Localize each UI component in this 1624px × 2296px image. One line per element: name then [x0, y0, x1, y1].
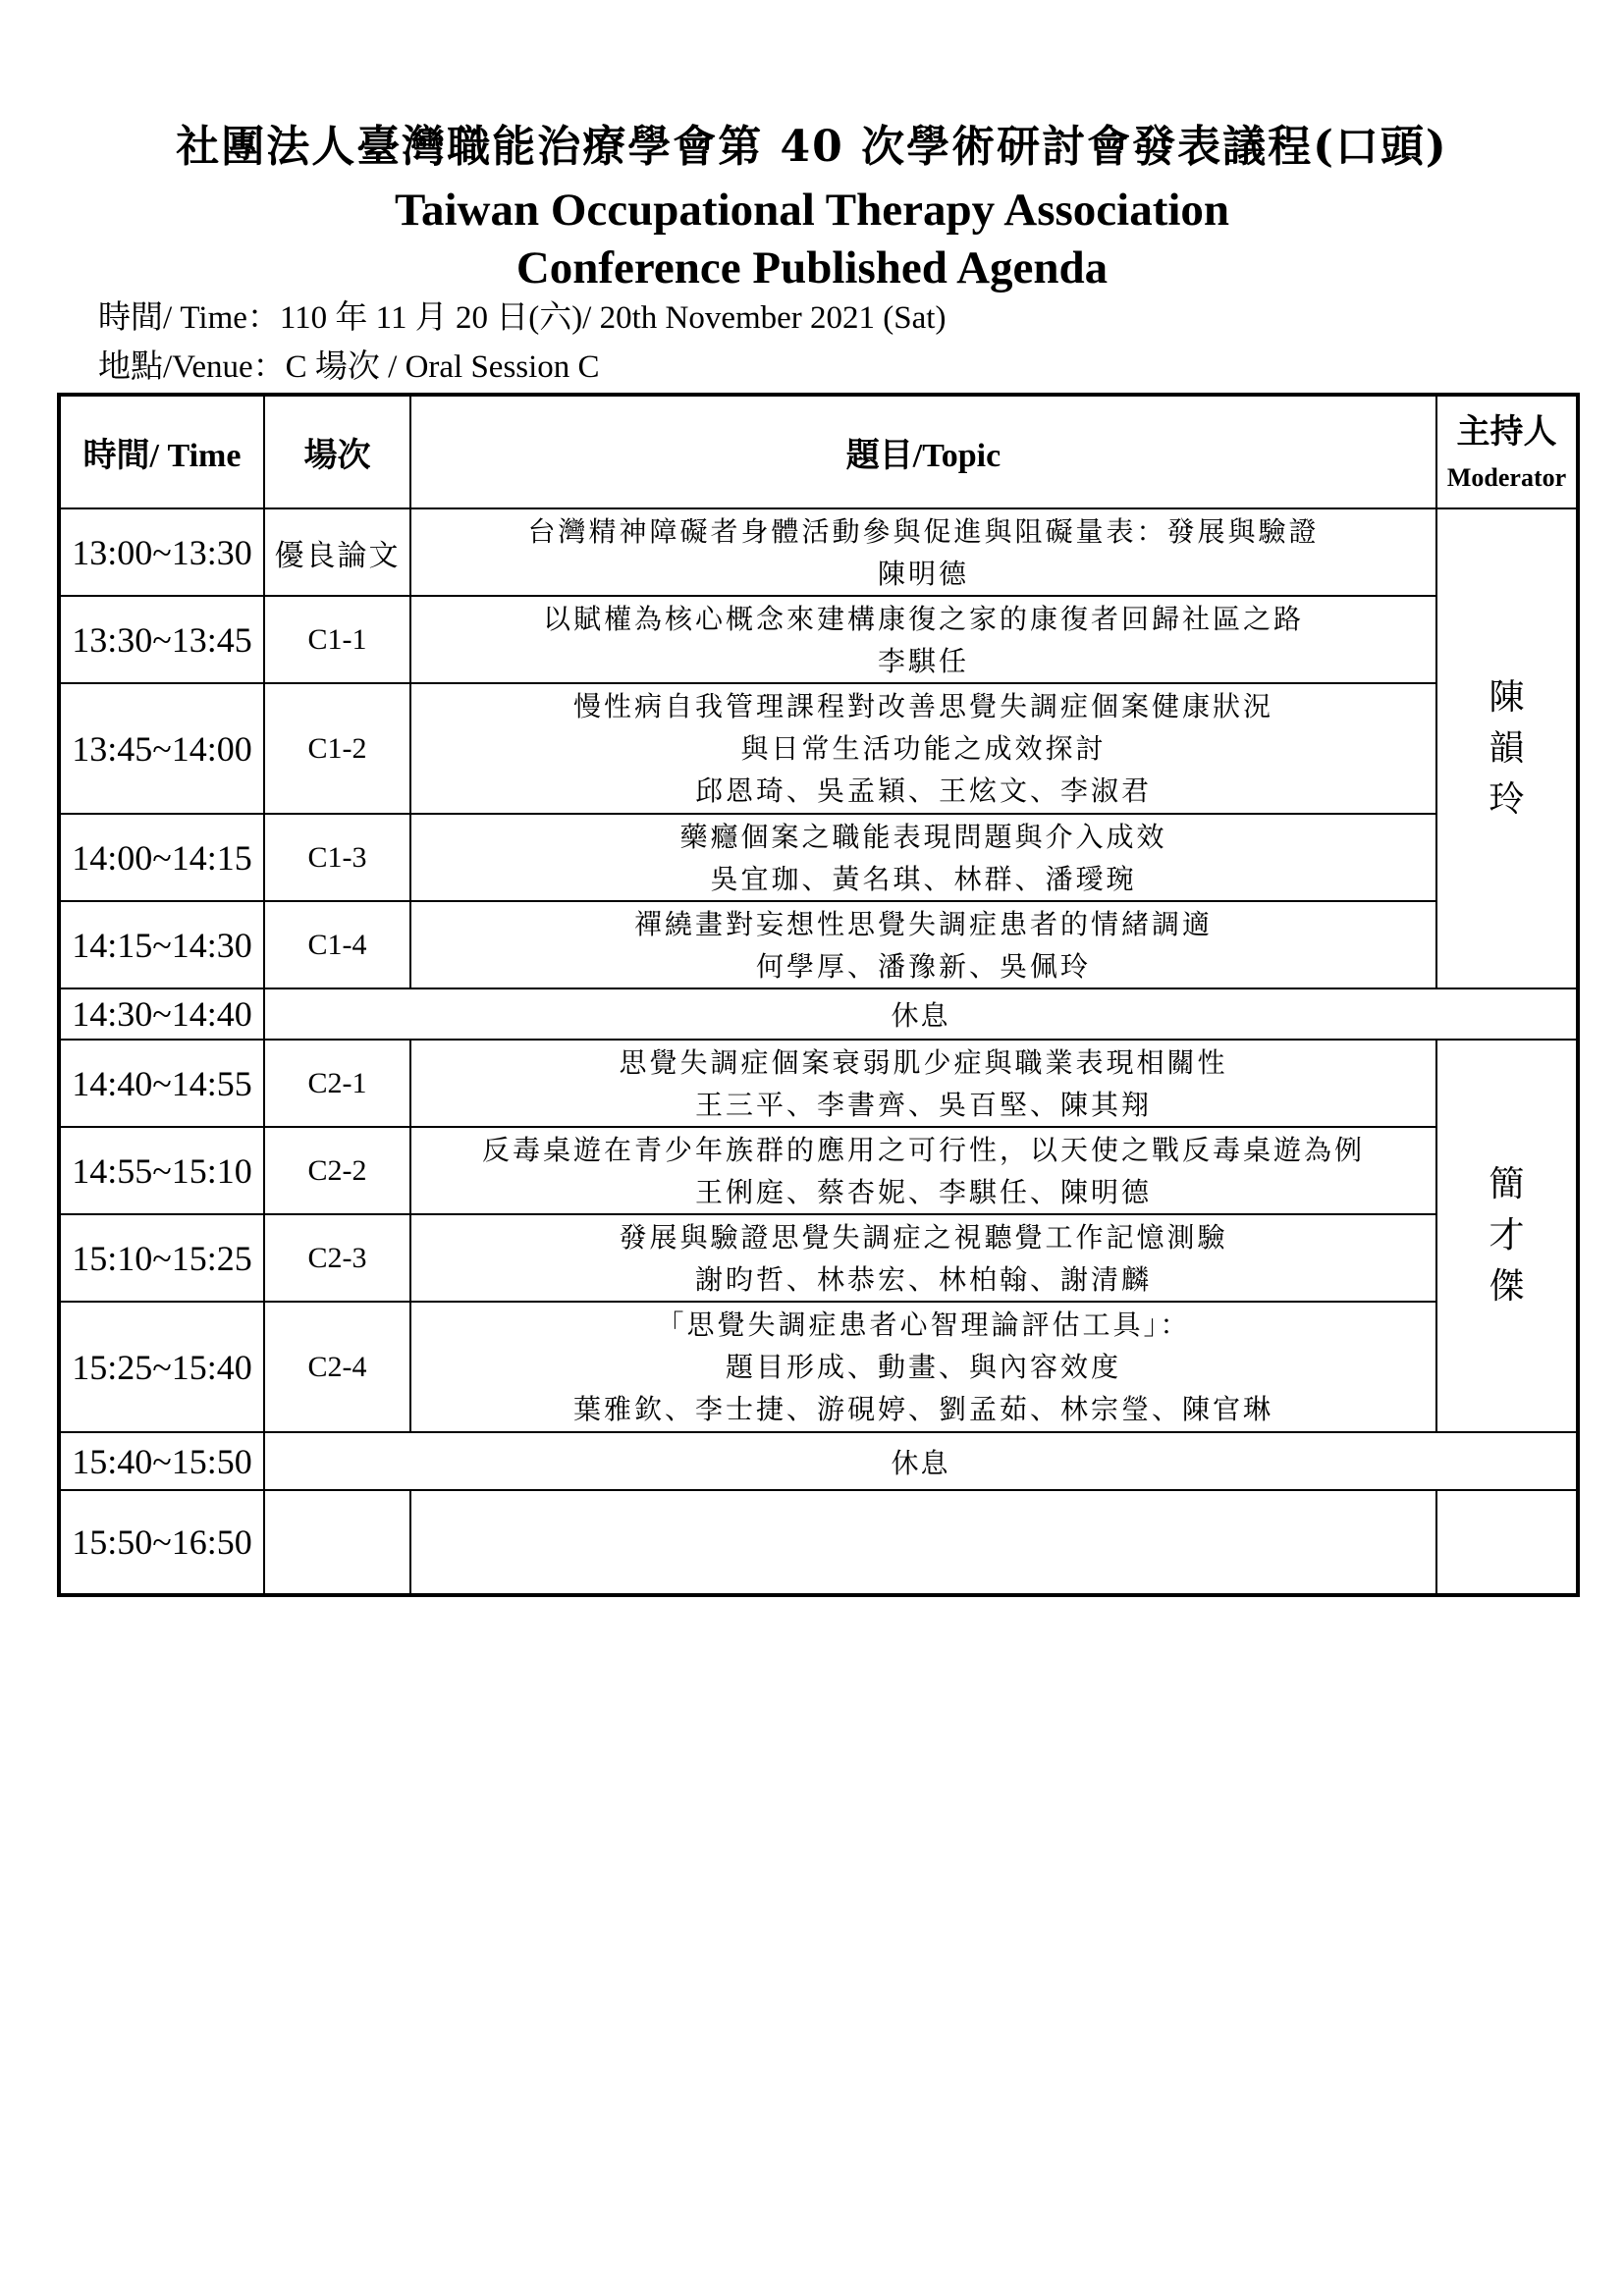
table-row — [59, 1214, 1578, 1302]
event-time: 時間/ Time：110 年 11 月 20 日(六)/ 20th November 2021 (Sat) — [98, 300, 947, 336]
moderator-char: 陳 — [1489, 676, 1525, 718]
topic-authors: 謝昀哲、林恭宏、林柏翰、謝清麟 — [694, 1262, 1152, 1296]
topic-authors: 王三平、李書齊、吳百堅、陳其翔 — [694, 1088, 1152, 1121]
topic-cell — [410, 596, 1436, 683]
topic-authors: 李騏任 — [877, 644, 969, 677]
topic-authors: 陳明德 — [877, 557, 969, 590]
topic-title: 慢性病自我管理課程對改善思覺失調症個案健康狀況 — [572, 690, 1273, 722]
session-cell: C1-3 — [264, 814, 410, 901]
session-cell: C1-2 — [264, 683, 410, 814]
time-cell: 15:25~15:40 — [59, 1302, 264, 1432]
moderator-cell — [1436, 508, 1578, 988]
moderator-char: 玲 — [1489, 778, 1525, 820]
table-row — [59, 901, 1578, 988]
time-cell: 14:00~14:15 — [59, 814, 264, 901]
table-row — [59, 508, 1578, 596]
topic-title: 以賦權為核心概念來建構康復之家的康復者回歸社區之路 — [542, 602, 1304, 635]
topic-cell-empty — [410, 1490, 1436, 1595]
time-cell: 13:00~13:30 — [59, 508, 264, 596]
topic-cell — [410, 1040, 1436, 1127]
header-topic: 題目/Topic — [410, 395, 1436, 508]
break-row — [59, 988, 1578, 1040]
session-cell: C1-4 — [264, 901, 410, 988]
moderator-cell — [1436, 1040, 1578, 1432]
time-cell: 15:10~15:25 — [59, 1214, 264, 1302]
topic-title: 反毒桌遊在青少年族群的應用之可行性，以天使之戰反毒桌遊為例 — [481, 1133, 1365, 1166]
topic-cell — [410, 814, 1436, 901]
topic-title: 台灣精神障礙者身體活動參與促進與阻礙量表：發展與驗證 — [527, 514, 1320, 548]
break-label: 休息 — [264, 1432, 1578, 1490]
table-row — [59, 683, 1578, 814]
table-row — [59, 1040, 1578, 1127]
topic-title: 「思覺失調症患者心智理論評估工具」： — [656, 1308, 1191, 1341]
topic-cell — [410, 1214, 1436, 1302]
time-cell: 13:45~14:00 — [59, 683, 264, 814]
session-cell-empty — [264, 1490, 410, 1595]
topic-cell — [410, 683, 1436, 814]
topic-cell — [410, 508, 1436, 596]
table-row — [59, 814, 1578, 901]
topic-authors: 何學厚、潘豫新、吳佩玲 — [755, 949, 1091, 983]
title-english-line2: Conference Published Agenda — [515, 242, 1109, 294]
table-row — [59, 1302, 1578, 1432]
moderator-cell-empty — [1436, 1490, 1578, 1595]
topic-cell — [410, 1127, 1436, 1214]
header-row — [59, 395, 1578, 508]
agenda-table — [57, 393, 1580, 1597]
table-row — [59, 1490, 1578, 1595]
session-cell: C2-2 — [264, 1127, 410, 1214]
title-english-line1: Taiwan Occupational Therapy Association — [394, 185, 1230, 236]
header-moderator-en: Moderator — [1446, 462, 1567, 492]
topic-title-cont: 題目形成、動畫、與內容效度 — [725, 1351, 1121, 1383]
header-session: 場次 — [264, 395, 410, 508]
time-cell: 14:40~14:55 — [59, 1040, 264, 1127]
topic-title: 發展與驗證思覺失調症之視聽覺工作記憶測驗 — [619, 1220, 1228, 1254]
table-row — [59, 1127, 1578, 1214]
time-cell: 15:40~15:50 — [59, 1432, 264, 1490]
time-cell: 13:30~13:45 — [59, 596, 264, 683]
table-row — [59, 596, 1578, 683]
topic-authors: 葉雅欽、李士捷、游硯婷、劉孟茹、林宗瑩、陳官琳 — [572, 1393, 1273, 1425]
session-cell: C2-3 — [264, 1214, 410, 1302]
title-chinese: 社團法人臺灣職能治療學會第 40 次學術研討會發表議程(口頭) — [176, 122, 1448, 172]
moderator-char: 簡 — [1489, 1164, 1525, 1204]
time-cell: 14:55~15:10 — [59, 1127, 264, 1214]
topic-title: 思覺失調症個案衰弱肌少症與職業表現相關性 — [619, 1045, 1228, 1079]
topic-authors: 吳宜珈、黃名琪、林群、潘璦琬 — [710, 862, 1137, 895]
topic-title-cont: 與日常生活功能之成效探討 — [740, 732, 1107, 765]
header-moderator-zh: 主持人 — [1456, 413, 1557, 451]
event-venue: 地點/Venue：C 場次 / Oral Session C — [98, 349, 600, 385]
break-row — [59, 1432, 1578, 1490]
topic-authors: 王俐庭、蔡杏妮、李騏任、陳明德 — [694, 1175, 1152, 1208]
topic-title: 禪繞畫對妄想性思覺失調症患者的情緒調適 — [633, 907, 1213, 940]
session-cell: C1-1 — [264, 596, 410, 683]
moderator-char: 才 — [1489, 1215, 1525, 1255]
moderator-char: 傑 — [1489, 1266, 1525, 1307]
time-cell: 14:30~14:40 — [59, 988, 264, 1040]
session-cell: C2-4 — [264, 1302, 410, 1432]
header-moderator — [1436, 395, 1578, 508]
topic-title: 藥癮個案之職能表現問題與介入成效 — [679, 820, 1167, 853]
session-cell: C2-1 — [264, 1040, 410, 1127]
moderator-char: 韻 — [1489, 727, 1525, 769]
break-label: 休息 — [264, 988, 1578, 1040]
time-cell: 14:15~14:30 — [59, 901, 264, 988]
topic-authors: 邱恩琦、吳孟穎、王炫文、李淑君 — [694, 774, 1152, 807]
header-time: 時間/ Time — [59, 395, 264, 508]
topic-cell — [410, 901, 1436, 988]
time-cell: 15:50~16:50 — [59, 1490, 264, 1595]
topic-cell — [410, 1302, 1436, 1432]
session-cell: 優良論文 — [264, 508, 410, 596]
